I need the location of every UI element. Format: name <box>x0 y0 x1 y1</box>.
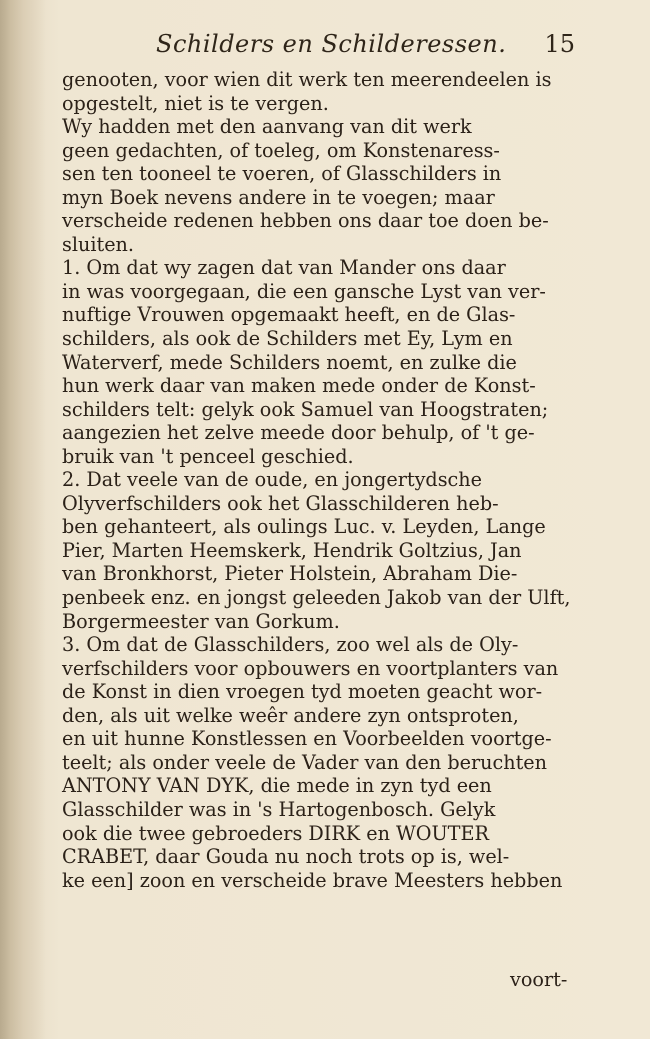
text-line: Olyverfschilders ook het Glasschilderen heb- <box>62 491 499 515</box>
text-line: ook die twee gebroeders DIRK en WOUTER <box>62 821 489 845</box>
text-line: hun werk daar van maken mede onder de Konst- <box>62 374 536 398</box>
text-line: de Konst in dien vroegen tyd moeten geacht wor- <box>62 680 543 704</box>
text-line: in was voorgegaan, die een gansche Lyst van ver- <box>62 279 546 303</box>
text-line: opgestelt, niet is te vergen. <box>62 91 329 115</box>
page-header <box>150 30 575 62</box>
text-line: Wy hadden met den aanvang van dit werk <box>62 115 472 139</box>
running-head: Schilders en Schilderessen. <box>156 30 507 58</box>
page-number: 15 <box>544 30 575 58</box>
text-line: 3. Om dat de Glasschilders, zoo wel als de Oly- <box>62 633 519 657</box>
text-line: van Bronkhorst, Pieter Holstein, Abraham Die- <box>62 562 518 586</box>
text-line: penbeek enz. en jongst geleeden Jakob van der Ulft, <box>62 586 571 610</box>
text-line: ANTONY VAN DYK, die mede in zyn tyd een <box>62 774 492 798</box>
text-line: 1. Om dat wy zagen dat van Mander ons daar <box>62 256 506 280</box>
text-line: sen ten tooneel te voeren, of Glasschilders in <box>62 162 502 186</box>
text-line: Borgermeester van Gorkum. <box>62 609 340 633</box>
text-line: nuftige Vrouwen opgemaakt heeft, en de Glas- <box>62 303 516 327</box>
text-line: en uit hunne Konstlessen en Voorbeelden voortge- <box>62 727 552 751</box>
text-line: Waterverf, mede Schilders noemt, en zulke die <box>62 350 517 374</box>
text-line: verfschilders voor opbouwers en voortplanters van <box>62 656 559 680</box>
text-line: geen gedachten, of toeleg, om Konstenaress- <box>62 138 500 162</box>
catchword: voort- <box>510 968 568 991</box>
text-line: 2. Dat veele van de oude, en jongertydsche <box>62 468 483 492</box>
page-gutter-shadow <box>0 0 46 1039</box>
text-line: aangezien het zelve meede door behulp, of 't ge- <box>62 421 535 445</box>
text-line: Glasschilder was in 's Hartogenbosch. Gelyk <box>62 797 496 821</box>
text-line: Pier, Marten Heemskerk, Hendrik Goltzius, Jan <box>62 538 522 562</box>
text-line: sluiten. <box>62 232 134 256</box>
body-text <box>62 68 574 892</box>
text-line: myn Boek nevens andere in te voegen; maar <box>62 185 495 209</box>
text-line: CRABET, daar Gouda nu noch trots op is, wel- <box>62 845 510 869</box>
text-line: ke een] zoon en verscheide brave Meesters hebben <box>62 868 563 892</box>
text-line: den, als uit welke weêr andere zyn ontsproten, <box>62 703 519 727</box>
text-line: bruik van 't penceel geschied. <box>62 444 354 468</box>
text-line: schilders telt: gelyk ook Samuel van Hoogstraten; <box>62 397 549 421</box>
text-line: genooten, voor wien dit werk ten meerendeelen is <box>62 68 552 91</box>
text-line: verscheide redenen hebben ons daar toe doen be- <box>62 209 549 233</box>
text-line: schilders, als ook de Schilders met Ey, Lym en <box>62 327 513 351</box>
text-line: ben gehanteert, als oulings Luc. v. Leyden, Lange <box>62 515 546 539</box>
text-line: teelt; als onder veele de Vader van den beruchten <box>62 750 548 774</box>
